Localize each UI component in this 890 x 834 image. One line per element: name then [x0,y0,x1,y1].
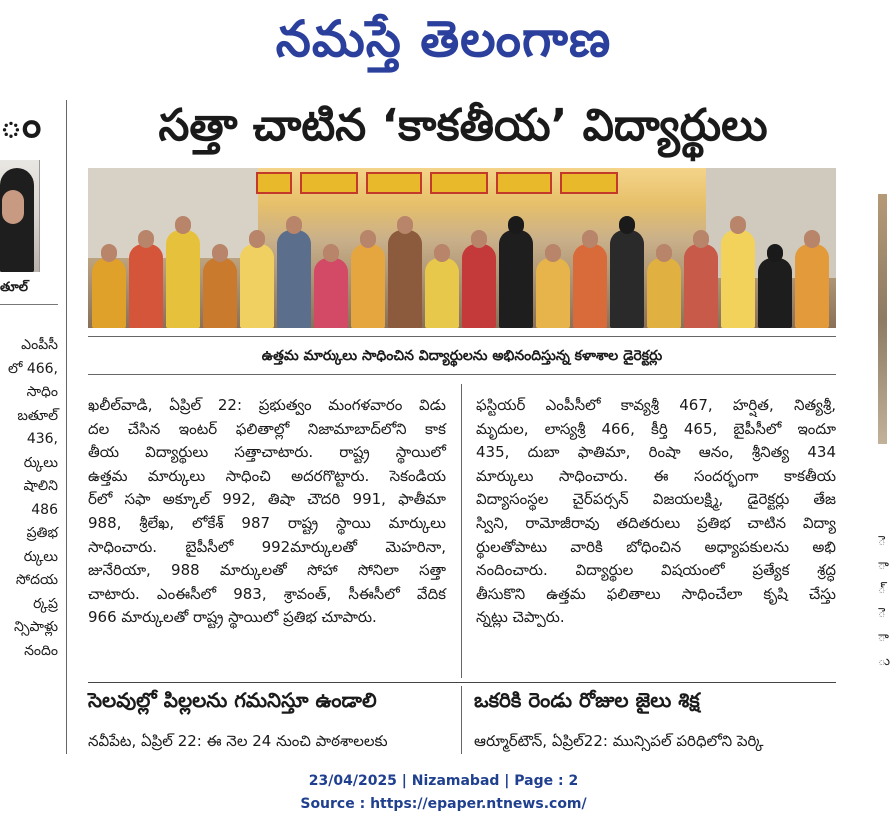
article-text-line: ఖలీల్‌వాడి, ఏప్రిల్ 22: ప్రభుత్వం మంగళవారం విడు [88,396,446,414]
newspaper-masthead: నమస్తే తెలంగాణ [275,10,612,68]
footer-source: Source : https://epaper.ntnews.com/ [300,796,587,812]
right-column-text-line: ె [878,606,886,621]
photo-caption: ఉత్తమ మార్కులు సాధించిన విద్యార్థులను అభినందిస్తున్న కళాశాల డైరెక్టర్లు [261,348,663,364]
article-text-line: తీయ విద్యార్థులు సత్తాచాటారు. రాష్ట్ర స్థాయిలో [88,443,446,462]
article-text-line: 435, దుబా ఫాతిమా, రింషా ఆనం, శ్రీనిత్య 434 [476,443,836,462]
right-column-text-line: ు [878,654,890,669]
left-column-photo-caption: తూల్ [0,280,29,295]
left-column-photo [0,160,40,272]
article-column-1 [88,394,446,630]
left-column-text-line: షాలిని [23,478,58,494]
article-text-line: సాధించారు. బైపీసీలో 992మార్కులతో మెహరినా, [88,537,446,556]
left-column-text-line: లో 466, [7,360,58,377]
column-divider [66,100,67,754]
article-text-line: తీసుకొని ఉత్తమ ఫలితాలు సాధించేలా కృషి చేస్తు [476,584,836,603]
left-column-text-line: 436, [26,431,58,447]
article-text-line: ఫస్టియర్ ఎంపీసీలో కావ్యశ్రీ 467, హర్షిత, నిత్యశ్రీ, [476,396,836,414]
article-text-line: న్నట్లు చెప్పారు. [476,608,565,627]
sub-article-left-body: నవీపేట, ఏప్రిల్ 22: ఈ నెల 24 నుంచి పాఠశాలలకు [88,732,388,750]
article-text-line: ర్‌లో సఫా అక్కూల్ 992, తిషా చౌదరి 991, ఫాతీమా [88,490,446,509]
left-column-headline: ం [0,102,42,146]
article-column-2 [476,394,836,630]
left-column-text-line: ర్కులు [23,548,58,565]
sub-article-right-headline: ఒకరికి రెండు రోజుల జైలు శిక్ష [474,688,700,712]
left-column-text-line: నందిం [24,642,58,659]
article-text-line: ఉత్తమ మార్కులు సాధించి అదరగొట్టారు. సెకండియ [88,466,446,485]
article-text-line: విద్యాసంస్థల చైర్‌పర్సన్ విజయలక్ష్మి, డైరెక్టర్లు తేజ [476,490,836,509]
article-text-line: స్విని, రామోజీరావు తదితరులు ప్రతిభ చాటిన విద్యా [476,513,836,532]
left-column-text-line: బతూల్ [17,407,58,424]
left-column-text [2,334,58,663]
left-column-text-line: 486 [31,501,58,518]
article-headline: సత్తా చాటిన ‘కాకతీయ’ విద్యార్థులు [158,100,768,151]
left-column-text-line: ర్కప్ర [33,595,58,612]
left-column-text-line: సోదయ [15,572,58,588]
article-text-line: జునేరియా, 988 మార్కులతో సోహా సోనిలా సత్తా [88,561,446,580]
article-text-line: చాటారు. ఎంఈసీలో 983, శ్రావంత్, సీఈసీలో వేదిక [88,584,446,603]
article-text-line: మృదుల, లాస్యశ్రీ 466, కీర్తి 465, బైపీసీలో ఇందూ [476,419,836,438]
article-photo [88,168,836,328]
column-divider [461,686,462,754]
article-text-line: మార్కులు సాధించారు. ఈ సందర్భంగా కాకతీయ [476,466,836,485]
sub-article-right-body: ఆర్మూర్‌టౌన్, ఏప్రిల్22: మున్సిపల్ పరిధిలోని పెర్కి [474,732,764,750]
right-column-text-line: ా [878,630,889,645]
right-column-text-line: ా [878,558,889,573]
left-column-text-line: సాధిం [26,384,58,400]
footer [0,770,887,816]
left-cropped-column [0,96,58,756]
left-column-text-line: ఎంపీసీ [21,337,58,353]
right-column-text-line: ె [878,534,886,549]
left-column-text-line: ప్రతిభ [26,525,58,541]
article-text-line: నందించారు. విద్యార్థుల విషయంలో ప్రత్యేక శ్రద్ధ [476,561,836,580]
article-text-line: 966 మార్కులతో రాష్ట్ర స్థాయిలో ప్రతిభ చూపారు. [88,608,377,627]
right-column-text-line: ్ [878,582,886,597]
sub-article-left-headline: సెలవుల్లో పిల్లలను గమనిస్తూ ఉండాలి [88,688,377,712]
article-text-line: దల చేసిన ఇంటర్ ఫలితాల్లో నిజామాబాద్‌లోని కాక [88,419,446,438]
left-column-text-line: న్సిపాళ్లు [14,619,58,635]
right-cropped-column [878,190,890,750]
column-divider [461,384,462,678]
left-column-text-line: ర్కులు [23,454,58,471]
article-text-line: ర్థులతోపాటు వారికి బోధించిన అధ్యాపకులను అభి [476,537,836,556]
footer-date-edition: 23/04/2025 | Nizamabad | Page : 2 [308,773,579,789]
article-text-line: 988, శ్రీలేఖ, లోకేశ్ 987 రాష్ట్ర స్థాయి మార్కులు [88,513,446,532]
